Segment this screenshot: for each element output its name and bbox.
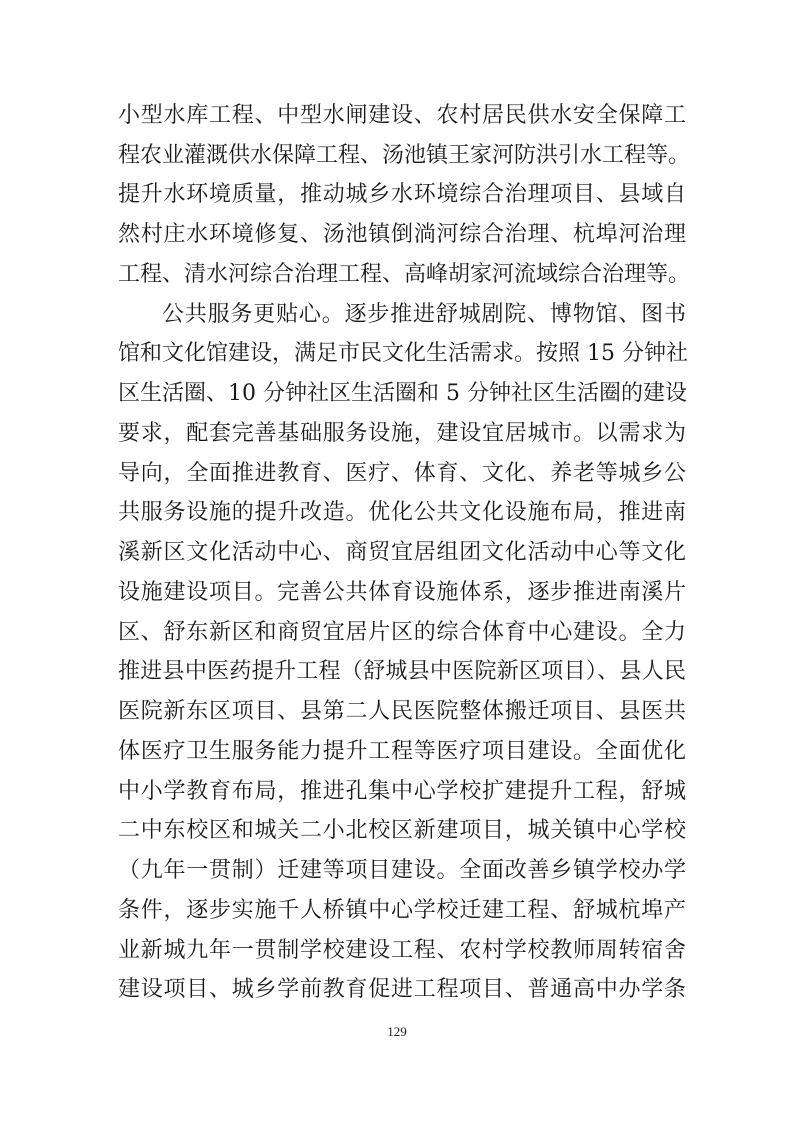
text-line: 医院新东区项目、县第二人民医院整体搬迁项目、县医共 [118,699,686,725]
text-line: 体医疗卫生服务能力提升工程等医疗项目建设。全面优化 [118,738,686,764]
text-line: 馆和文化馆建设，满足市民文化生活需求。按照 15 分钟社 [118,341,688,367]
text-line: 推进县中医药提升工程（舒城县中医院新区项目）、县人民 [118,659,686,685]
text-line: 建设项目、城乡学前教育促进工程项目、普通高中办学条 [118,977,686,1003]
text-line: 区、舒东新区和商贸宜居片区的综合体育中心建设。全力 [118,619,686,645]
text-line: 设施建设项目。完善公共体育设施体系，逐步推进南溪片 [118,579,686,605]
text-line: 小型水库工程、中型水闸建设、农村居民供水安全保障工 [118,103,686,128]
text-line: 共服务设施的提升改造。优化公共文化设施布局，推进南 [118,500,686,526]
text-line: 导向，全面推进教育、医疗、体育、文化、养老等城乡公 [118,460,686,486]
text-line: 程农业灌溉供水保障工程、汤池镇王家河防洪引水工程等。 [118,142,691,168]
text-line: 区生活圈、10 分钟社区生活圈和 5 分钟社区生活圈的建设 [118,381,687,407]
page-number: 129 [387,1024,407,1039]
text-line: 业新城九年一贯制学校建设工程、农村学校教师周转宿舍 [118,937,686,963]
text-line: （九年一贯制）迁建等项目建设。全面改善乡镇学校办学 [118,858,686,884]
text-line: 二中东校区和城关二小北校区新建项目，城关镇中心学校 [118,818,686,844]
text-line: 中小学教育布局，推进孔集中心学校扩建提升工程，舒城 [118,778,686,804]
text-line: 然村庄水环境修复、汤池镇倒淌河综合治理、杭埠河治理 [118,222,686,248]
paragraph-first-line: 公共服务更贴心。逐步推进舒城剧院、博物馆、图书 [162,301,686,327]
text-line: 工程、清水河综合治理工程、高峰胡家河流域综合治理等。 [118,261,691,287]
text-line: 条件，逐步实施千人桥镇中心学校迁建工程、舒城杭埠产 [118,897,686,923]
text-line: 溪新区文化活动中心、商贸宜居组团文化活动中心等文化 [118,540,686,566]
text-line: 要求，配套完善基础服务设施，建设宜居城市。以需求为 [118,420,686,446]
text-line: 提升水环境质量，推动城乡水环境综合治理项目、县域自 [118,182,686,208]
